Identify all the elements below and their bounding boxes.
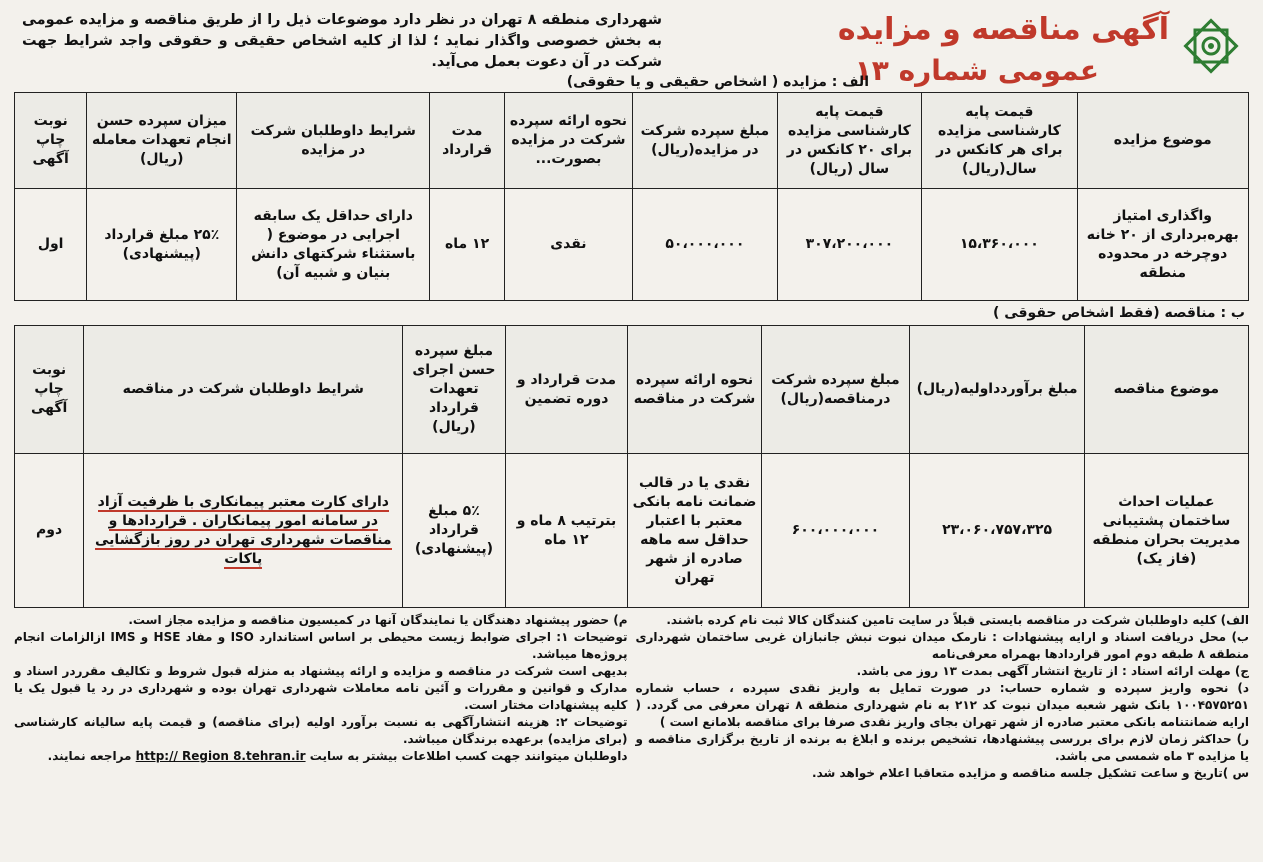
note-item: الف) کلیه داوطلبان شرکت در مناقصه بایستی قبلاً در سایت تامین کنندگان کالا ثبت نام کرده باشند. xyxy=(666,613,1249,627)
auction-header-cell: موضوع مزایده xyxy=(1077,93,1249,189)
notice-title: آگهی مناقصه و مزایده xyxy=(837,12,1169,47)
website-line xyxy=(14,748,628,765)
note-item: توضیحات ۱: اجرای ضوابط زیست محیطی بر اساس استاندارد ISO و مفاد HSE و IMS ازالزامات انجام پروژه‌ها میباشد. xyxy=(14,630,628,661)
auction-header-cell: نحوه ارائه سپرده شرکت در مزایده بصورت... xyxy=(504,93,632,189)
website-intro: داوطلبان میتوانند جهت کسب اطلاعات بیشتر به سایت xyxy=(309,749,628,763)
tender-conditions-text: دارای کارت معتبر پیمانکاری با ظرفیت آزاد در سامانه امور پیمانکاران . قراردادها و مناقصات شهرداری تهران در روز بازگشایی پاکات xyxy=(95,493,392,567)
section-b-heading: ب : مناقصه (فقط اشخاص حقوقی ) xyxy=(992,305,1245,321)
tender-header-row xyxy=(15,326,1249,454)
notice-subtitle: عمومی شماره ۱۳ xyxy=(854,54,1099,87)
tender-header-cell: مبلغ سپرده حسن اجرای تعهدات قرارداد (ریال) xyxy=(403,326,505,454)
note-item: بدیهی است شرکت در مناقصه و مزایده و ارائه پیشنهاد به منزله قبول شروط و تکالیف مقرردر اسناد و مدارک و قوانین و مقررات و آئین نامه معاملات شهرداری تهران بوده و شهرداری در رد یا قبول یک یا کلیه پیشنهادات مختار است. xyxy=(14,664,628,712)
tender-deposit: ۶۰۰،۰۰۰،۰۰۰ xyxy=(761,454,910,608)
notes-section xyxy=(14,612,1249,782)
auction-header-cell: قیمت پایه کارشناسی مزایده برای هر کانکس در سال(ریال) xyxy=(922,93,1077,189)
auction-contract-duration: ۱۲ ماه xyxy=(430,189,504,301)
note-item: د) نحوه واریز سپرده و شماره حساب: در صورت تمایل به واریز نقدی سپرده ، حساب شماره ۱۰۰۴۵۷۵۲۵۱ بانک شهر شعبه میدان نبوت کد ۲۱۲ به نام شهرداری منطقه ۸ تهران معرفی می گردد. ( ارایه ضمانتنامه بانکی معتبر صادره از شهر تهران بجای واریز نقدی صرفا برای مناقصه بلامانع است ) xyxy=(635,681,1249,729)
tender-table xyxy=(14,325,1249,608)
auction-deposit-method: نقدی xyxy=(504,189,632,301)
auction-header-cell: میزان سپرده حسن انجام تعهدات معامله (ریال) xyxy=(87,93,237,189)
auction-subject: واگذاری امتیاز بهره‌برداری از ۲۰ خانه دوچرخه در محدوده منطقه xyxy=(1077,189,1249,301)
tender-contract-duration: بترتیب ۸ ماه و ۱۲ ماه xyxy=(505,454,628,608)
tender-header-cell: مبلغ برآوردداولیه(ریال) xyxy=(910,326,1085,454)
header xyxy=(14,6,1249,92)
auction-header-cell: مدت قرارداد xyxy=(430,93,504,189)
tender-header-cell: موضوع مناقصه xyxy=(1084,326,1248,454)
tender-header-cell: نحوه ارائه سپرده شرکت در مناقصه xyxy=(628,326,761,454)
auction-header-cell: مبلغ سپرده شرکت در مزایده(ریال) xyxy=(633,93,778,189)
auction-performance-deposit: ۲۵٪ مبلغ قرارداد (پیشنهادی) xyxy=(87,189,237,301)
auction-deposit: ۵۰،۰۰۰،۰۰۰ xyxy=(633,189,778,301)
tender-header-cell: شرایط داوطلبان شرکت در مناقصه xyxy=(84,326,403,454)
tender-conditions xyxy=(84,454,403,608)
notes-left-column xyxy=(14,612,628,782)
tender-subject: عملیات احداث ساختمان پشتیبانی مدیریت بحران منطقه (فاز یک) xyxy=(1084,454,1248,608)
note-item: ج) مهلت ارائه اسناد : از تاریخ انتشار آگهی بمدت ۱۳ روز می باشد. xyxy=(856,664,1249,678)
website-suffix: مراجعه نمایند. xyxy=(47,749,132,763)
auction-table xyxy=(14,92,1249,301)
note-item: م) حضور پیشنهاد دهندگان یا نمایندگان آنها در کمیسیون مناقصه و مزایده مجاز است. xyxy=(128,613,628,627)
note-item: توضیحات ۲: هزینه انتشارآگهی به نسبت برآورد اولیه (برای مناقصه) و قیمت پایه سالیانه کارشناسی (برای مزایده) برعهده برندگان میباشد. xyxy=(14,715,628,746)
auction-base-price-per-kiosk: ۱۵،۳۶۰،۰۰۰ xyxy=(922,189,1077,301)
tender-data-row xyxy=(15,454,1249,608)
auction-header-cell: شرایط داوطلبان شرکت در مزایده xyxy=(237,93,430,189)
auction-data-row xyxy=(15,189,1249,301)
tender-initial-estimate: ۲۳،۰۶۰،۷۵۷،۳۲۵ xyxy=(910,454,1085,608)
section-a-heading: الف : مزایده ( اشخاص حقیقی و یا حقوقی) xyxy=(566,74,869,90)
tender-header-cell: مبلغ سپرده شرکت درمناقصه(ریال) xyxy=(761,326,910,454)
tender-print-round: دوم xyxy=(15,454,84,608)
auction-header-cell: قیمت پایه کارشناسی مزایده برای ۲۰ کانکس در سال (ریال) xyxy=(777,93,922,189)
auction-conditions: دارای حداقل یک سابقه اجرایی در موضوع ( باستثناء شرکتهای دانش بنیان و شبیه آن) xyxy=(237,189,430,301)
auction-print-round: اول xyxy=(15,189,87,301)
tender-header-cell: مدت قرارداد و دوره تضمین xyxy=(505,326,628,454)
tehran-municipality-logo-icon xyxy=(1181,16,1241,76)
notes-right-column xyxy=(636,612,1250,782)
tender-performance-deposit: ۵٪ مبلغ قرارداد (پیشنهادی) xyxy=(403,454,505,608)
intro-text: شهرداری منطقه ۸ تهران در نظر دارد موضوعات ذیل را از طریق مناقصه و مزایده عمومی به بخش خصوصی واگذار نماید ؛ لذا از کلیه اشخاص حقیقی و حقوقی واجد شرایط جهت شرکت در آن دعوت بعمل می‌آید. xyxy=(22,12,663,70)
note-item: س )تاریخ و ساعت تشکیل جلسه مناقصه و مزایده متعاقبا اعلام خواهد شد. xyxy=(812,766,1249,780)
tender-deposit-method: نقدی یا در قالب ضمانت نامه بانکی معتبر با اعتبار حداقل سه ماهه صادره از شهر تهران xyxy=(628,454,761,608)
auction-header-row xyxy=(15,93,1249,189)
auction-base-price-20-kiosks: ۳۰۷،۲۰۰،۰۰۰ xyxy=(777,189,922,301)
tender-header-cell: نوبت چاپ آگهی xyxy=(15,326,84,454)
note-item: ب) محل دریافت اسناد و ارایه پیشنهادات : نارمک میدان نبوت نبش جانبازان غربی ساختمان شهرداری منطقه ۸ طبقه دوم امور قراردادها بهمراه معرفی‌نامه xyxy=(635,630,1249,661)
auction-header-cell: نوبت چاپ آگهی xyxy=(15,93,87,189)
note-item: ر) حداکثر زمان لازم برای بررسی پیشنهادها، تشخیص برنده و ابلاغ به برنده از تاریخ برگزاری مناقصه و یا مزایده ۳ ماه شمسی می باشد. xyxy=(635,732,1249,763)
website-link[interactable]: http:// Region 8.tehran.ir xyxy=(135,749,306,763)
